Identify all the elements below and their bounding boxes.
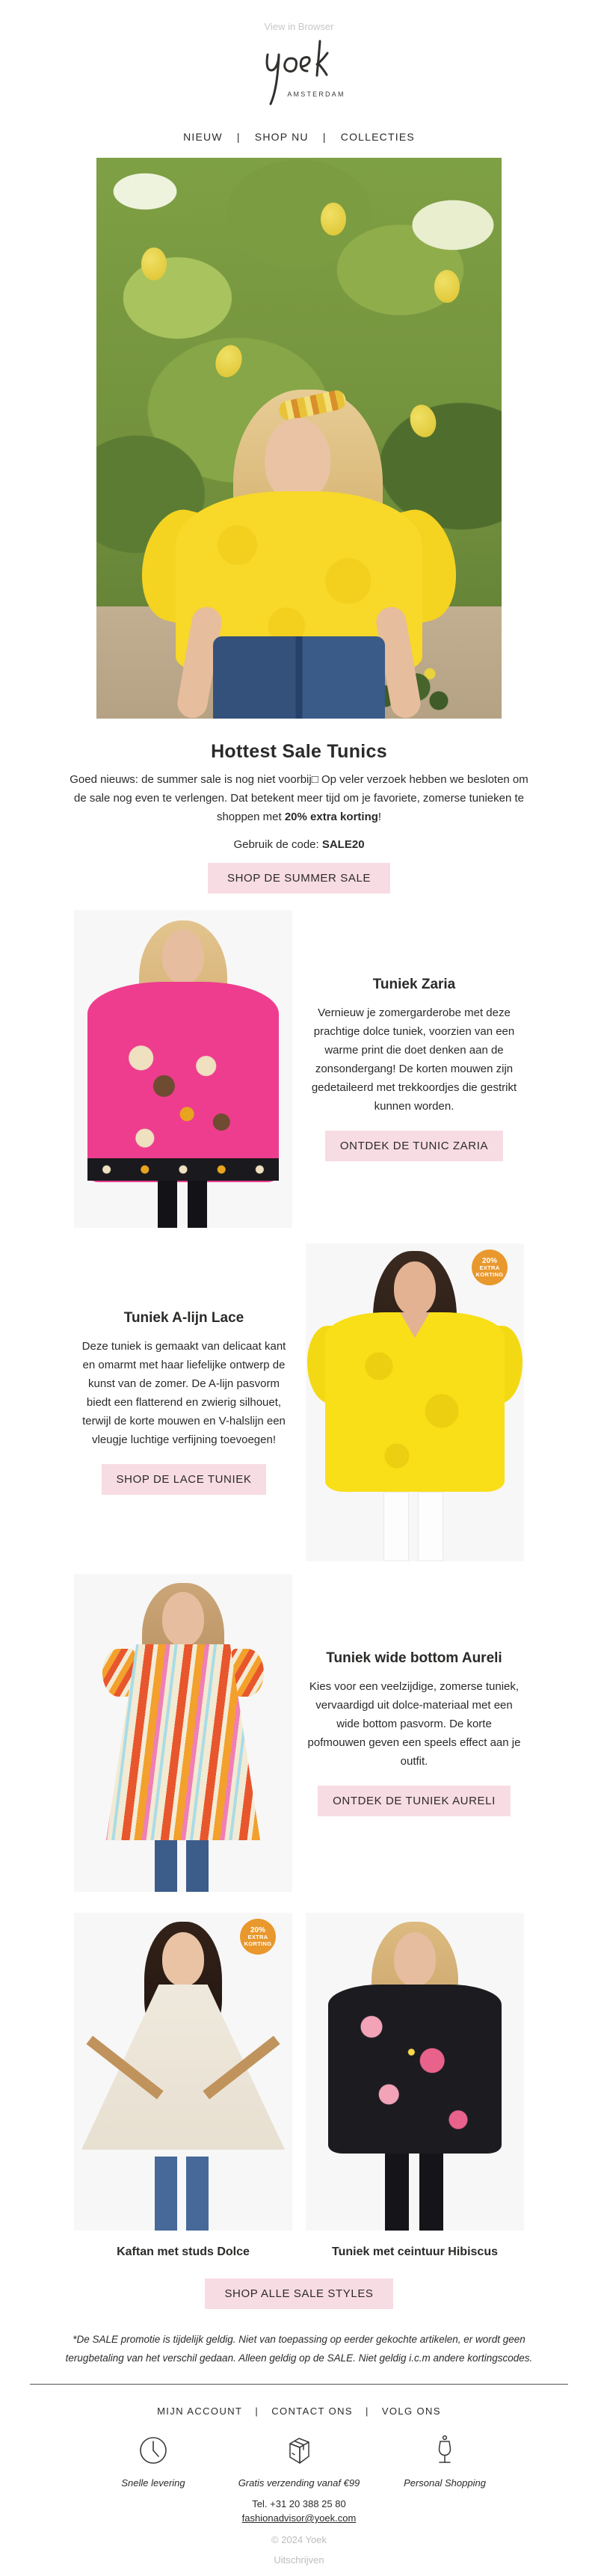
model-leg	[383, 1492, 409, 1561]
nav-item-shop-nu[interactable]: SHOP NU	[254, 131, 309, 143]
feature-gratis-verzending	[235, 2432, 363, 2489]
intro-text: Goed nieuws: de summer sale is nog niet voorbij□ Op veler verzoek hebben we besloten om de sale nog even te verlengen. Dat betekent meer tijd om je favoriete, zomerse tunieken te shoppen met	[70, 773, 528, 823]
footer-link-mijn-account[interactable]: MIJN ACCOUNT	[157, 2406, 243, 2417]
model-leg	[155, 2157, 177, 2231]
page-title: Hottest Sale Tunics	[211, 741, 387, 762]
product-name: Tuniek Zaria	[372, 977, 456, 992]
ontdek-tuniek-aureli-button[interactable]: ONTDEK DE TUNIEK AURELI	[318, 1786, 511, 1816]
unsubscribe-link[interactable]: Uitschrijven	[274, 2554, 324, 2566]
badge-extra: EXTRA	[247, 1934, 268, 1941]
sale-disclaimer: *De SALE promotie is tijdelijk geldig. Niet van toepassing op eerder gekochte artikelen, er wordt geen terugbetaling van het verschil gedaan. Alleen geldig op de SALE. Niet geldig i.c.m andere kortingscodes.	[65, 2334, 533, 2364]
promo-code-line	[0, 838, 598, 851]
discount-badge	[472, 1249, 508, 1285]
gallery-row	[74, 1913, 524, 2259]
product-row-zaria	[74, 910, 524, 1228]
product-description: Kies voor een veelzijdige, zomerse tuniek, vervaardigd uit dolce-materiaal met een wide bottom pasvorm. De korte pofmouwen geven een speels effect aan je outfit.	[307, 1679, 521, 1768]
intro-paragraph	[67, 770, 531, 826]
model-leg	[155, 1840, 177, 1892]
badge-korting: KORTING	[244, 1940, 272, 1947]
discount-badge	[240, 1919, 276, 1955]
product-image-lace[interactable]	[306, 1244, 524, 1561]
footer-link-separator: |	[255, 2406, 259, 2417]
badge-percent: 20%	[250, 1925, 265, 1934]
lemon-shape	[321, 203, 346, 236]
feature-label: Snelle levering	[121, 2477, 185, 2489]
black-floral-tunic	[328, 1985, 502, 2154]
model-leg	[158, 1181, 177, 1228]
nav-item-nieuw[interactable]: NIEUW	[183, 131, 223, 143]
model-leg	[385, 2154, 409, 2231]
model-leg	[186, 2157, 209, 2231]
model-face	[394, 1261, 436, 1315]
product-image-zaria[interactable]	[74, 910, 292, 1228]
model-leg	[419, 2154, 443, 2231]
product-text-zaria	[304, 910, 524, 1228]
footer-divider	[30, 2384, 568, 2385]
hero-jeans	[213, 636, 385, 719]
model-face	[162, 1932, 204, 1986]
v-neckline	[400, 1312, 430, 1338]
feature-personal-shopping	[381, 2432, 508, 2489]
intro-highlight: 20% extra korting	[284, 811, 378, 823]
nav-separator: |	[322, 131, 327, 143]
pink-floral-tunic	[87, 982, 279, 1182]
main-nav	[0, 131, 598, 143]
badge-extra: EXTRA	[479, 1264, 500, 1272]
gallery-title-kaftan: Kaftan met studs Dolce	[117, 2245, 250, 2258]
promo-code-label: Gebruik de code:	[233, 838, 322, 851]
product-name: Tuniek wide bottom Aureli	[326, 1650, 502, 1666]
brand-subtitle: AMSTERDAM	[287, 90, 345, 98]
footer-phone: Tel. +31 20 388 25 80	[252, 2498, 346, 2509]
lemon-shape	[141, 248, 167, 280]
cream-kaftan	[81, 1985, 285, 2157]
footer-link-volg-ons[interactable]: VOLG ONS	[381, 2406, 441, 2417]
hero-image[interactable]	[96, 158, 502, 719]
product-text-lace	[74, 1244, 294, 1561]
yellow-lace-tunic	[325, 1312, 505, 1492]
footer-links	[0, 2406, 598, 2417]
gallery-image-hibiscus[interactable]	[306, 1913, 524, 2231]
promo-code: SALE20	[321, 838, 365, 851]
package-icon	[280, 2432, 318, 2469]
hero-model-face	[265, 418, 330, 502]
gallery-item-kaftan	[74, 1913, 292, 2259]
shop-summer-sale-button[interactable]: SHOP DE SUMMER SALE	[208, 863, 390, 894]
footer-email-link[interactable]: fashionadvisor@yoek.com	[241, 2512, 357, 2524]
lemon-shape	[212, 342, 247, 381]
shop-lace-tuniek-button[interactable]: SHOP DE LACE TUNIEK	[102, 1464, 267, 1495]
footer-copyright: © 2024 Yoek	[271, 2534, 327, 2545]
ontdek-tunic-zaria-button[interactable]: ONTDEK DE TUNIC ZARIA	[325, 1131, 503, 1161]
lemon-shape	[407, 402, 440, 440]
product-row-aureli	[74, 1574, 524, 1892]
gallery-item-hibiscus	[306, 1913, 524, 2259]
product-name: Tuniek A-lijn Lace	[123, 1310, 244, 1326]
feature-label: Gratis verzending vanaf €99	[238, 2477, 360, 2489]
footer-link-separator: |	[366, 2406, 369, 2417]
clock-icon	[135, 2432, 172, 2469]
mannequin-icon	[426, 2432, 463, 2469]
product-row-lace	[74, 1244, 524, 1561]
gallery-image-kaftan[interactable]	[74, 1913, 292, 2231]
model-leg	[188, 1181, 207, 1228]
model-face	[162, 929, 204, 983]
footer-link-contact-ons[interactable]: CONTACT ONS	[271, 2406, 353, 2417]
model-leg	[186, 1840, 209, 1892]
product-description: Vernieuw je zomergarderobe met deze prachtige dolce tuniek, voorzien van een warme print die doet denken aan de zonsondergang! De korten mouwen zijn gedetaileerd met trekkoordjes die gestrikt kunnen worden.	[311, 1006, 517, 1113]
gallery-title-hibiscus: Tuniek met ceintuur Hibiscus	[332, 2245, 498, 2258]
badge-percent: 20%	[481, 1256, 497, 1265]
feature-snelle-levering	[90, 2432, 217, 2489]
model-face	[394, 1932, 436, 1986]
product-image-aureli[interactable]	[74, 1574, 292, 1892]
product-text-aureli	[304, 1574, 524, 1892]
view-in-browser-link[interactable]: View in Browser	[264, 21, 334, 32]
product-description: Deze tuniek is gemaakt van delicaat kant en omarmt met haar liefelijke ontwerp de kunst van de zomer. De A-lijn pasvorm biedt een flatterend en zwierig silhouet, terwijl de korte mouwen en V-halslijn een vleugje luchtige verfijning toevoegen!	[81, 1340, 286, 1446]
intro-text-end: !	[377, 811, 382, 823]
brand-logo[interactable]	[0, 37, 598, 111]
shop-alle-sale-styles-button[interactable]: SHOP ALLE SALE STYLES	[205, 2278, 392, 2309]
footer-features	[90, 2432, 508, 2489]
feature-label: Personal Shopping	[404, 2477, 486, 2489]
model-leg	[418, 1492, 443, 1561]
nav-separator: |	[236, 131, 241, 143]
model-face	[162, 1592, 204, 1646]
lemon-shape	[434, 270, 460, 303]
badge-korting: KORTING	[475, 1270, 504, 1278]
nav-item-collecties[interactable]: COLLECTIES	[340, 131, 415, 143]
tunic-hem-band	[87, 1158, 279, 1181]
